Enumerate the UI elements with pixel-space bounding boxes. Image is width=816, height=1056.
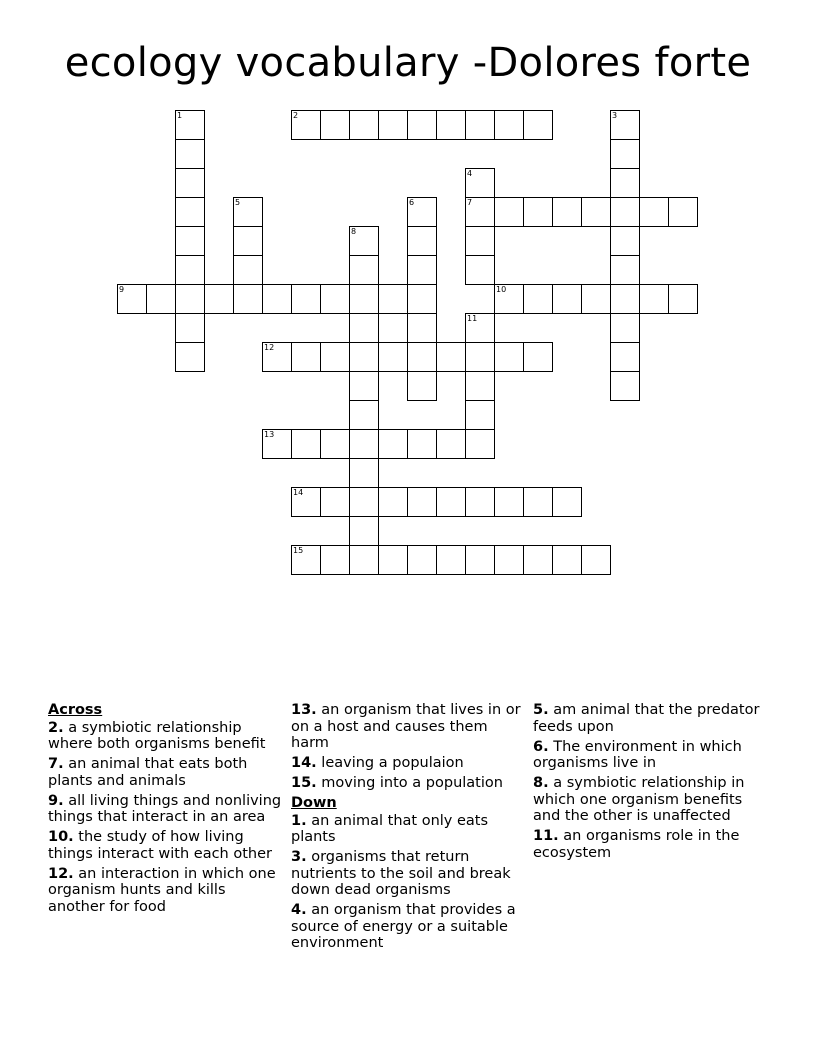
grid-cell[interactable]: [465, 545, 495, 575]
grid-cell[interactable]: [465, 400, 495, 430]
clue-down-6: 6. The environment in which organisms live in: [533, 738, 742, 771]
cell-number: 2: [293, 111, 299, 120]
grid-cell[interactable]: [262, 284, 292, 314]
grid-cell[interactable]: [465, 110, 495, 140]
grid-cell[interactable]: [378, 110, 408, 140]
cell-number: 15: [293, 546, 304, 555]
grid-cell[interactable]: [436, 429, 466, 459]
grid-cell[interactable]: [552, 284, 582, 314]
clue-down-1: 1. an animal that only eats plants: [291, 812, 489, 845]
clue-down-8: 8. a symbiotic relationship in which one organism benefits and the other is unaffected: [533, 775, 745, 824]
clue-across-14: 14. leaving a populaion: [291, 755, 464, 771]
clue-across-9: 9. all living things and nonliving things that interact in an area: [48, 792, 282, 825]
grid-cell[interactable]: [552, 545, 582, 575]
grid-cell[interactable]: [494, 545, 524, 575]
cell-number: 9: [119, 285, 125, 294]
grid-cell[interactable]: [349, 313, 379, 343]
grid-cell[interactable]: [262, 429, 292, 459]
grid-cell[interactable]: [610, 371, 640, 401]
grid-cell[interactable]: [291, 429, 321, 459]
grid-cell[interactable]: [407, 255, 437, 285]
grid-cell[interactable]: [320, 110, 350, 140]
clue-across-12: 12. an interaction in which one organism hunts and kills another for food: [48, 865, 276, 915]
across-heading: Across: [48, 702, 103, 718]
grid-cell[interactable]: [610, 139, 640, 169]
clue-column-3: [533, 702, 773, 865]
grid-cell[interactable]: [610, 255, 640, 285]
grid-cell[interactable]: [378, 342, 408, 372]
grid-cell[interactable]: [320, 342, 350, 372]
grid-cell[interactable]: [349, 371, 379, 401]
grid-cell[interactable]: [610, 284, 640, 314]
grid-cell[interactable]: [407, 110, 437, 140]
grid-cell[interactable]: [291, 284, 321, 314]
grid-cell[interactable]: [349, 226, 379, 256]
grid-cell[interactable]: [523, 110, 553, 140]
grid-cell[interactable]: [465, 487, 495, 517]
clue-across-13: 13. an organism that lives in or on a host and causes them harm: [291, 702, 521, 751]
puzzle-title: ecology vocabulary -Dolores forte: [64, 40, 752, 86]
grid-cell[interactable]: [349, 516, 379, 546]
grid-cell[interactable]: [407, 342, 437, 372]
grid-cell[interactable]: [320, 545, 350, 575]
cell-number: 7: [467, 198, 473, 207]
clue-across-2: 2. a symbiotic relationship where both organisms benefit: [48, 719, 266, 752]
grid-cell[interactable]: [610, 226, 640, 256]
grid-cell[interactable]: [465, 255, 495, 285]
grid-cell[interactable]: [320, 487, 350, 517]
grid-cell[interactable]: [175, 110, 205, 140]
cell-number: 10: [496, 285, 507, 294]
cell-number: 13: [264, 430, 275, 439]
clue-down-4: 4. an organism that provides a source of energy or a suitable environment: [291, 902, 516, 951]
grid-cell[interactable]: [291, 545, 321, 575]
grid-cell[interactable]: [175, 342, 205, 372]
grid-cell[interactable]: [349, 110, 379, 140]
grid-cell[interactable]: [581, 284, 611, 314]
grid-cell[interactable]: [465, 429, 495, 459]
grid-cell[interactable]: [436, 545, 466, 575]
grid-cell[interactable]: [349, 545, 379, 575]
grid-cell[interactable]: [494, 342, 524, 372]
grid-cell[interactable]: [349, 458, 379, 488]
cell-number: 1: [177, 111, 183, 120]
clue-down-11: 11. an organisms role in the ecosystem: [533, 828, 740, 861]
grid-cell[interactable]: [639, 284, 669, 314]
grid-cell[interactable]: [407, 313, 437, 343]
cell-number: 14: [293, 488, 304, 497]
grid-cell[interactable]: [668, 284, 698, 314]
clue-across-7: 7. an animal that eats both plants and animals: [48, 756, 248, 789]
grid-cell[interactable]: [494, 284, 524, 314]
grid-cell[interactable]: [407, 545, 437, 575]
clue-column-1: [48, 702, 284, 919]
grid-cell[interactable]: [581, 545, 611, 575]
grid-cell[interactable]: [233, 226, 263, 256]
grid-cell[interactable]: [175, 139, 205, 169]
grid-cell[interactable]: [523, 284, 553, 314]
grid-cell[interactable]: [523, 545, 553, 575]
clue-across-10: 10. the study of how living things interact with each other: [48, 829, 272, 862]
grid-cell[interactable]: [465, 197, 495, 227]
grid-cell[interactable]: [523, 342, 553, 372]
grid-cell[interactable]: [204, 284, 234, 314]
cell-number: 5: [235, 198, 241, 207]
clue-down-3: 3. organisms that return nutrients to the soil and break down dead organisms: [291, 849, 511, 898]
clue-column-2: [291, 702, 527, 955]
grid-cell[interactable]: [407, 429, 437, 459]
grid-cell[interactable]: [320, 284, 350, 314]
grid-cell[interactable]: [610, 110, 640, 140]
grid-cell[interactable]: [668, 197, 698, 227]
grid-cell[interactable]: [175, 226, 205, 256]
grid-cell[interactable]: [552, 487, 582, 517]
grid-cell[interactable]: [407, 197, 437, 227]
clue-down-5: 5. am animal that the predator feeds upon: [533, 702, 760, 735]
grid-cell[interactable]: [552, 197, 582, 227]
grid-cell[interactable]: [291, 110, 321, 140]
grid-cell[interactable]: [175, 284, 205, 314]
grid-cell[interactable]: [349, 342, 379, 372]
grid-cell[interactable]: [494, 110, 524, 140]
grid-cell[interactable]: [465, 342, 495, 372]
cell-number: 8: [351, 227, 357, 236]
cell-number: 3: [612, 111, 618, 120]
grid-cell[interactable]: [175, 313, 205, 343]
down-heading: Down: [291, 795, 337, 811]
grid-cell[interactable]: [436, 342, 466, 372]
clue-across-15: 15. moving into a population: [291, 775, 503, 791]
grid-cell[interactable]: [465, 313, 495, 343]
cell-number: 11: [467, 314, 478, 323]
grid-cell[interactable]: [465, 371, 495, 401]
grid-cell[interactable]: [610, 313, 640, 343]
grid-cell[interactable]: [291, 487, 321, 517]
grid-cell[interactable]: [233, 197, 263, 227]
grid-cell[interactable]: [523, 487, 553, 517]
grid-cell[interactable]: [320, 429, 350, 459]
grid-cell[interactable]: [523, 197, 553, 227]
grid-cell[interactable]: [146, 284, 176, 314]
grid-cell[interactable]: [349, 400, 379, 430]
grid-cell[interactable]: [378, 429, 408, 459]
cell-number: 4: [467, 169, 473, 178]
grid-cell[interactable]: [494, 487, 524, 517]
grid-cell[interactable]: [407, 487, 437, 517]
grid-cell[interactable]: [233, 255, 263, 285]
grid-cell[interactable]: [175, 168, 205, 198]
grid-cell[interactable]: [175, 197, 205, 227]
grid-cell[interactable]: [610, 342, 640, 372]
grid-cell[interactable]: [233, 284, 263, 314]
grid-cell[interactable]: [291, 342, 321, 372]
grid-cell[interactable]: [639, 197, 669, 227]
grid-cell[interactable]: [349, 487, 379, 517]
grid-cell[interactable]: [407, 284, 437, 314]
grid-cell[interactable]: [378, 284, 408, 314]
cell-number: 6: [409, 198, 415, 207]
grid-cell[interactable]: [407, 226, 437, 256]
grid-cell[interactable]: [465, 168, 495, 198]
grid-cell[interactable]: [349, 284, 379, 314]
grid-cell[interactable]: [378, 545, 408, 575]
grid-cell[interactable]: [349, 255, 379, 285]
grid-cell[interactable]: [117, 284, 147, 314]
cell-number: 12: [264, 343, 275, 352]
grid-cell[interactable]: [610, 168, 640, 198]
grid-cell[interactable]: [494, 197, 524, 227]
grid-cell[interactable]: [436, 487, 466, 517]
grid-cell[interactable]: [175, 255, 205, 285]
grid-cell[interactable]: [378, 487, 408, 517]
grid-cell[interactable]: [407, 371, 437, 401]
grid-cell[interactable]: [610, 197, 640, 227]
grid-cell[interactable]: [581, 197, 611, 227]
grid-cell[interactable]: [262, 342, 292, 372]
grid-cell[interactable]: [349, 429, 379, 459]
grid-cell[interactable]: [465, 226, 495, 256]
grid-cell[interactable]: [436, 110, 466, 140]
